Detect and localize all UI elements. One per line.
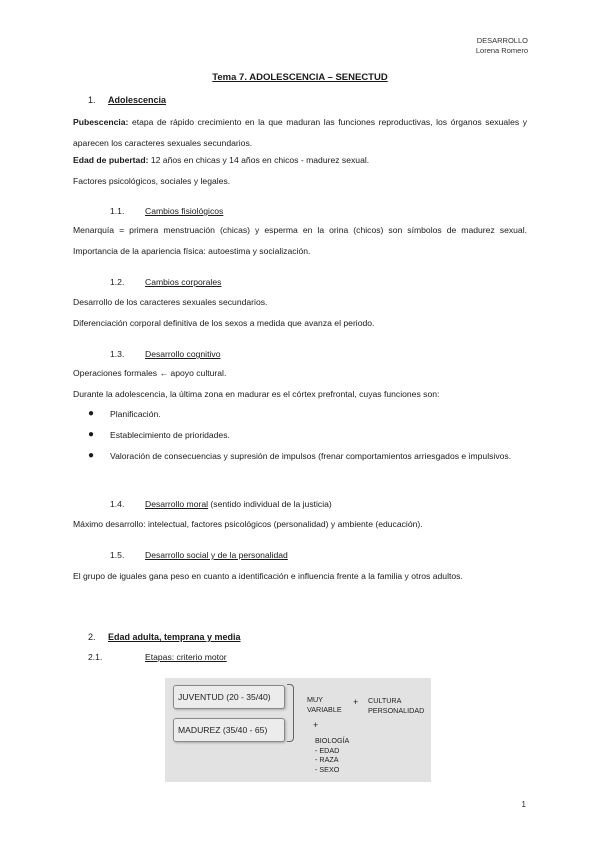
- cultura-personalidad-label: CULTURA PERSONALIDAD: [368, 696, 425, 715]
- page-number: 1: [521, 800, 526, 809]
- section-number: 1.3.: [110, 349, 125, 359]
- section-label: Edad adulta, temprana y media: [108, 632, 241, 642]
- header-subject: DESARROLLO: [476, 36, 528, 45]
- juventud-box: JUVENTUD (20 - 35/40): [173, 685, 285, 709]
- list-item: [88, 425, 528, 445]
- section-2-1-heading: [88, 652, 227, 662]
- list-item: [88, 404, 528, 424]
- header-author: Lorena Romero: [475, 46, 528, 55]
- section-number: 2.1.: [88, 652, 103, 662]
- list-item-text: Planificación.: [110, 409, 161, 419]
- list-item-text: Establecimiento de prioridades.: [110, 430, 230, 440]
- plus-sign: +: [313, 720, 319, 730]
- section-1-5-heading: [110, 550, 288, 560]
- section-label: Adolescencia: [108, 95, 167, 105]
- paragraph-caracteres: Desarrollo de los caracteres sexuales secundarios.: [73, 297, 268, 307]
- paragraph-operaciones: Operaciones formales ← apoyo cultural.: [73, 368, 227, 378]
- paragraph-factores: Factores psicológicos, sociales y legales.: [73, 176, 231, 186]
- page-header: [476, 36, 528, 56]
- term-edad-pubertad: Edad de pubertad:: [73, 155, 149, 165]
- etapas-diagram: [165, 678, 431, 782]
- bullet-icon: ●: [88, 429, 95, 440]
- section-number: 1.: [88, 95, 96, 105]
- section-label: Desarrollo social y de la personalidad: [145, 550, 288, 560]
- bullet-icon: ●: [88, 450, 95, 461]
- section-2-heading: [88, 632, 241, 642]
- section-number: 1.5.: [110, 550, 125, 560]
- text-pubescencia: etapa de rápido crecimiento en la que maduran las funciones reproductivas, los órganos sexuales y aparecen los caracteres sexuales secundarios.: [73, 117, 527, 148]
- madurez-box: MADUREZ (35/40 - 65): [173, 718, 285, 742]
- list-item: [88, 446, 528, 466]
- paragraph-menarquia: Menarquía = primera menstruación (chicas) y esperma en la orina (chicos) son símbolos de madurez sexual. Importancia de la apariencia física: autoestima y socialización.: [73, 225, 527, 256]
- section-label: Cambios fisiológicos: [145, 206, 224, 216]
- paragraph-pubescencia: [73, 112, 527, 154]
- section-1-1-heading: [110, 206, 223, 216]
- paragraph-grupo: El grupo de iguales gana peso en cuanto a identificación e influencia frente a la familia y otros adultos.: [73, 571, 463, 581]
- section-1-2-heading: [110, 277, 221, 287]
- section-1-heading: [88, 95, 166, 105]
- paragraph-durante: Durante la adolescencia, la última zona en madurar es el córtex prefrontal, cuyas funciones son:: [73, 389, 440, 399]
- muy-variable-label: MUY VARIABLE: [307, 695, 342, 714]
- section-label: Etapas: criterio motor: [145, 652, 227, 662]
- section-number: 1.2.: [110, 277, 125, 287]
- list-item-text: Valoración de consecuencias y supresión de impulsos (frenar comportamientos arriesgados e impulsivos.: [110, 451, 512, 461]
- paragraph-diferenciacion: Diferenciación corporal definitiva de los sexos a medida que avanza el periodo.: [73, 318, 375, 328]
- bullet-icon: ●: [88, 408, 95, 419]
- text-edad-pubertad: 12 años en chicas y 14 años en chicos - madurez sexual.: [148, 155, 370, 165]
- paragraph-edad-pubertad: [73, 150, 527, 171]
- document-title: Tema 7. ADOLESCENCIA – SENECTUD: [212, 72, 388, 83]
- section-label: Desarrollo moral: [145, 499, 209, 509]
- section-number: 1.1.: [110, 206, 125, 216]
- section-label: Cambios corporales: [145, 277, 222, 287]
- section-1-3-heading: [110, 349, 220, 359]
- plus-sign: +: [353, 697, 359, 707]
- term-pubescencia: Pubescencia:: [73, 117, 129, 127]
- section-suffix: (sentido individual de la justicia): [208, 499, 332, 509]
- section-1-4-heading: [110, 499, 332, 509]
- section-label: Desarrollo cognitivo: [145, 349, 221, 359]
- section-number: 1.4.: [110, 499, 125, 509]
- brace-connector: [287, 684, 294, 742]
- biologia-label: BIOLOGÍA - EDAD - RAZA - SEXO: [315, 736, 350, 774]
- paragraph-maximo: Máximo desarrollo: intelectual, factores psicológicos (personalidad) y ambiente (educación).: [73, 519, 423, 529]
- section-number: 2.: [88, 632, 96, 642]
